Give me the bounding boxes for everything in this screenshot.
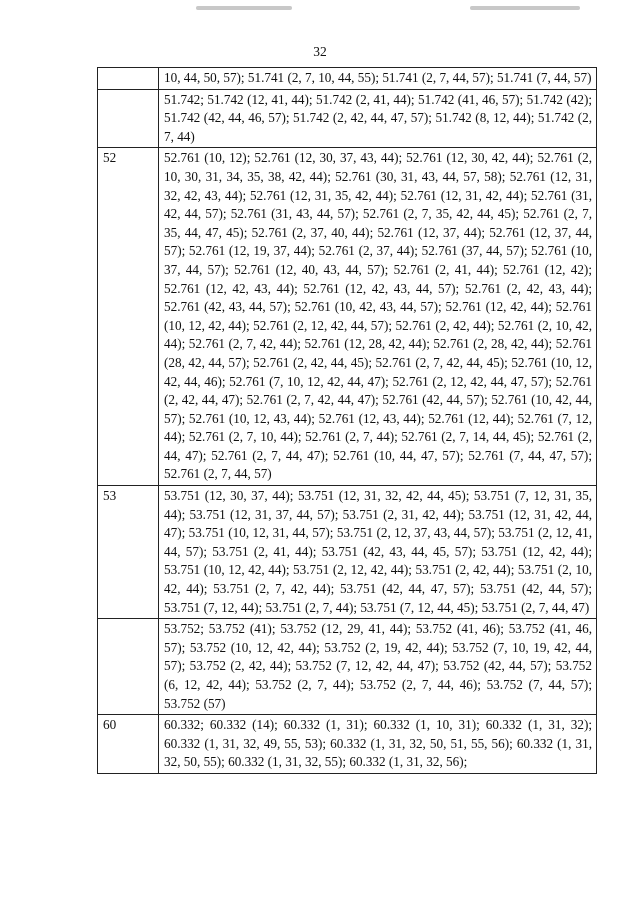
codes-cell: 10, 44, 50, 57); 51.741 (2, 7, 10, 44, 55); 51.741 (2, 7, 44, 57); 51.741 (7, 44, 57) [159, 68, 597, 90]
classification-table [97, 67, 597, 774]
codes-cell: 51.742; 51.742 (12, 41, 44); 51.742 (2, 41, 44); 51.742 (41, 46, 57); 51.742 (42); 51.742 (42, 44, 46, 57); 51.742 (2, 42, 44, 47, 57); 51.742 (8, 12, 44); 51.742 (2, 7, 44) [159, 89, 597, 148]
table-row [98, 148, 597, 486]
section-code-cell: 60 [98, 715, 159, 774]
section-code-cell: 53 [98, 486, 159, 619]
table-row [98, 486, 597, 619]
section-code-cell [98, 619, 159, 715]
scan-artifact [470, 6, 580, 10]
section-code-cell [98, 89, 159, 148]
page-number: 32 [313, 44, 327, 59]
scan-artifact [196, 6, 292, 10]
codes-cell: 60.332; 60.332 (14); 60.332 (1, 31); 60.332 (1, 10, 31); 60.332 (1, 31, 32); 60.332 (1, 31, 32, 49, 55, 53); 60.332 (1, 31, 32, 50, 51, 55, 56); 60.332 (1, 31, 32, 50, 55); 60.332 (1, 31, 32, 55); 60.332 (1, 31, 32, 56); [159, 715, 597, 774]
codes-cell: 52.761 (10, 12); 52.761 (12, 30, 37, 43, 44); 52.761 (12, 30, 42, 44); 52.761 (2, 10, 30, 31, 34, 35, 38, 42, 44); 52.761 (30, 31, 43, 44, 57, 58); 52.761 (12, 31, 32, 42, 43, 44); 52.761 (12, 31, 35, 42, 44); 52.761 (12, 31, 42, 44); 52.761 (31, 42, 44, 57); 52.761 (31, 43, 44, 57); 52.761 (2, 7, 35, 42, 44, 45); 52.761 (2, 7, 35, 44, 47, 45); 52.761 (2, 37, 40, 44); 52.761 (12, 37, 44); 52.761 (12, 37, 44, 57); 52.761 (12, 19, 37, 44); 52.761 (2, 37, 44); 52.761 (37, 44, 57); 52.761 (10, 37, 44, 57); 52.761 (12, 40, 43, 44, 57); 52.761 (2, 41, 44); 52.761 (12, 42); 52.761 (12, 42, 43, 44); 52.761 (12, 42, 43, 44, 57); 52.761 (2, 42, 43, 44); 52.761 (42, 43, 44, 57); 52.761 (10, 42, 43, 44, 57); 52.761 (12, 42, 44); 52.761 (10, 12, 42, 44); 52.761 (2, 12, 42, 44, 57); 52.761 (2, 42, 44); 52.761 (2, 10, 42, 44); 52.761 (2, 7, 42, 44); 52.761 (12, 28, 42, 44); 52.761 (2, 28, 42, 44); 52.761 (28, 42, 44, 57); 52.761 (2, 42, 44, 45); 52.761 (2, 7, 42, 44, 45); 52.761 (10, 12, 42, 44, 46); 52.761 (7, 10, 12, 42, 44, 47); 52.761 (2, 12, 42, 44, 47, 57); 52.761 (2, 42, 44, 47); 52.761 (2, 7, 42, 44, 47); 52.761 (42, 44, 57); 52.761 (10, 42, 44, 57); 52.761 (10, 12, 43, 44); 52.761 (12, 43, 44); 52.761 (12, 44); 52.761 (7, 12, 44); 52.761 (2, 7, 10, 44); 52.761 (2, 7, 44); 52.761 (2, 7, 14, 44, 45); 52.761 (2, 44, 47); 52.761 (2, 7, 44, 47); 52.761 (10, 44, 47, 57); 52.761 (7, 44, 47, 57); 52.761 (2, 7, 44, 57) [159, 148, 597, 486]
codes-cell: 53.752; 53.752 (41); 53.752 (12, 29, 41, 44); 53.752 (41, 46); 53.752 (41, 46, 57); 53.752 (10, 12, 42, 44); 53.752 (2, 19, 42, 44); 53.752 (7, 10, 19, 42, 44, 57); 53.752 (2, 42, 44); 53.752 (7, 12, 42, 44, 47); 53.752 (42, 44, 57); 53.752 (6, 12, 42, 44); 53.752 (2, 7, 44); 53.752 (2, 7, 44, 46); 53.752 (7, 44, 57); 53.752 (57) [159, 619, 597, 715]
table-row [98, 68, 597, 90]
table-row [98, 619, 597, 715]
codes-cell: 53.751 (12, 30, 37, 44); 53.751 (12, 31, 32, 42, 44, 45); 53.751 (7, 12, 31, 35, 44); 53.751 (12, 31, 37, 44, 57); 53.751 (2, 31, 42, 44); 53.751 (12, 31, 42, 44, 47); 53.751 (10, 12, 31, 44, 57); 53.751 (2, 12, 37, 43, 44, 57); 53.751 (2, 12, 41, 44, 57); 53.751 (2, 41, 44); 53.751 (42, 43, 44, 45, 57); 53.751 (12, 42, 44); 53.751 (10, 12, 42, 44); 53.751 (2, 12, 42, 44); 53.751 (2, 42, 44); 53.751 (2, 10, 42, 44); 53.751 (2, 7, 42, 44); 53.751 (42, 44, 47, 57); 53.751 (42, 44, 57); 53.751 (7, 12, 44); 53.751 (2, 7, 44); 53.751 (7, 12, 44, 45); 53.751 (2, 7, 44, 47) [159, 486, 597, 619]
table-row [98, 715, 597, 774]
table-row [98, 89, 597, 148]
section-code-cell [98, 68, 159, 90]
section-code-cell: 52 [98, 148, 159, 486]
